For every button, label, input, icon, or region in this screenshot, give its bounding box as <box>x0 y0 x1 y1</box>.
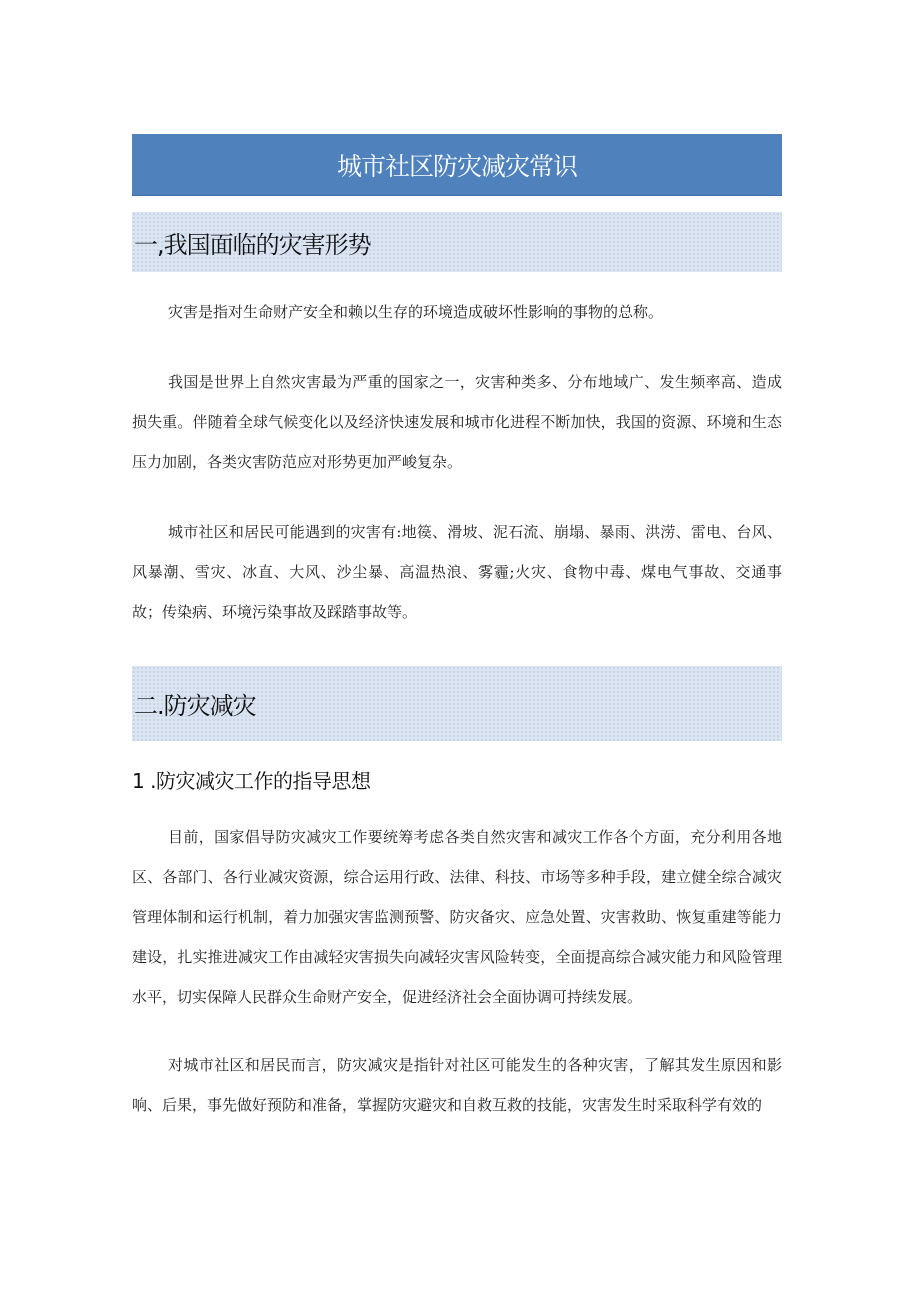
paragraph: 我国是世界上自然灾害最为严重的国家之一，灾害种类多、分布地域广、发生频率高、造成损失重。伴随着全球气候变化以及经济快速发展和城市化进程不断加快，我国的资源、环境和生态压力加剧，各类灾害防范应对形势更加严峻复杂。 <box>132 373 782 471</box>
paragraph: 灾害是指对生命财产安全和赖以生存的环境造成破坏性影响的事物的总称。 <box>168 303 664 321</box>
paragraph: 城市社区和居民可能遇到的灾害有:地篌、滑坡、泥石流、崩塌、暴雨、洪涝、雷电、台风、风暴潮、雪灾、冰直、大风、沙尘暴、高温热浪、雾霾;火灾、食物中毒、煤电气事故、交通事故；传染病、环境污染事故及踩踏事故等。 <box>132 523 782 621</box>
document-title: 城市社区防灾减灾常识 <box>336 151 577 181</box>
paragraph: 目前，国家倡导防灾减灾工作要统筹考虑各类自然灾害和减灾工作各个方面，充分利用各地区、各部门、各行业减灾资源，综合运用行政、法律、科技、市场等多种手段，建立健全综合减灾管理体制和运行机制，着力加强灾害监测预警、防灾备灾、应急处置、灾害救助、恢复重建等能力建设，扎实推进减灾工作由减轻灾害损失向减轻灾害风险转变，全面提高综合减灾能力和风险管理水平，切实保障人民群众生命财产安全，促进经济社会全面协调可持续发展。 <box>132 828 782 1006</box>
section-heading: 一,我国面临的灾害形势 <box>134 230 371 259</box>
document-page <box>132 134 782 1125</box>
section-heading: 二.防灾减灾 <box>134 692 256 720</box>
paragraph: 对城市社区和居民而言，防灾减灾是指针对社区可能发生的各种灾害，了解其发生原因和影响、后果，事先做好预防和准备，掌握防灾避灾和自救互救的技能，灾害发生时采取科学有效的 <box>132 1056 782 1114</box>
document-title-bar <box>132 134 782 196</box>
section-heading-bar <box>132 666 782 741</box>
subsection-heading: 1 .防灾减灾工作的指导思想 <box>132 769 371 793</box>
section-heading-bar <box>132 212 782 272</box>
